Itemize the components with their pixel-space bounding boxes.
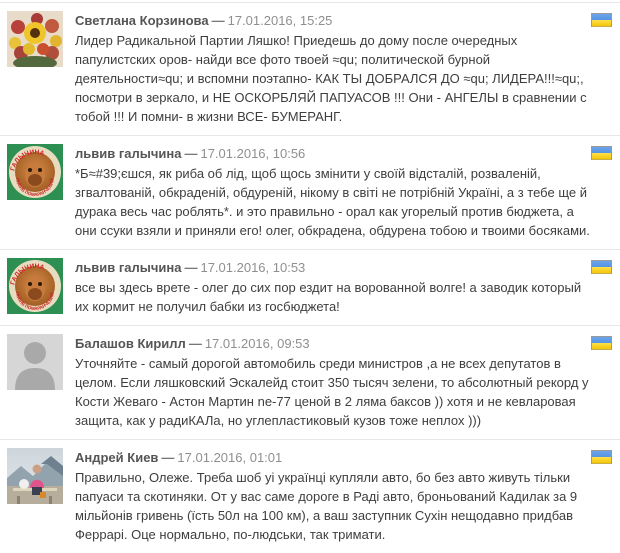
ukraine-flag-icon (591, 146, 612, 160)
avatar-text-top: ГАЛЫЧИНА (9, 262, 46, 286)
ukraine-flag-icon (591, 260, 612, 274)
comment-author[interactable]: Светлана Корзинова (75, 13, 209, 28)
comment-author[interactable]: Балашов Кирилл (75, 336, 186, 351)
comment-date: 17.01.2016, 10:53 (200, 260, 306, 275)
comment-author[interactable]: львив галычина (75, 260, 182, 275)
comment-date: 17.01.2016, 15:25 (227, 13, 333, 28)
comment (0, 439, 620, 553)
avatar-default-silhouette[interactable] (7, 334, 63, 390)
author-date-separator: — (184, 146, 198, 161)
avatar-text-top: ГАЛЫЧИНА (9, 148, 46, 172)
comment-text: *Б≈#39;єшся, як риба об лід, щоб щось змінити у своїй відсталій, розваленій, згвалтованій, обкраденій, обдуреній, нікому в світі не потрібній Україні, а з тебе ще й дурака весь час роблять*. и это правильно - орал как угорелый против бюджета, а они ссуки взяли и приняли его! олег, обкрадена, обдурена тобою и твоими босяками. (75, 166, 590, 238)
comment (0, 2, 620, 135)
avatar-orangutan-logo[interactable] (7, 144, 63, 200)
author-date-separator: — (211, 13, 225, 28)
comment (0, 249, 620, 325)
comment-text: Уточняйте - самый дорогой автомобиль среди министров ,а не всех депутатов в целом. Если ляшковский Эскалейд стоит 350 тысяч зелени, то абсолютный рекорд у Кости Жеваго - Астон Мартин ne-77 ценой в 2 ляма баксов )) хотя и не кевларовая защита, как у радиКАЛа, но углепластиковый кузов тоже неплох ))) (75, 356, 589, 428)
comment (0, 135, 620, 249)
ukraine-flag-icon (591, 13, 612, 27)
comment-text: Лидер Радикальной Партии Ляшко! Приедешь до дому после очередных папулистских оров- найди все фото твоей ≈qu; политической бурной деятельности≈qu; и вспомни поэтапно- КАК ТЫ ДОБРАЛСЯ ДО ≈qu; ЛИДЕРА!!!≈qu;, посмотри в зеркало, и НЕ ОСКОРБЛЯЙ ПАПУАСОВ !!! Они - АНГЕЛЫ в сравнении с тобой !!! И помни- в жизни ВСЕ- БУМЕРАНГ. (75, 33, 587, 124)
ukraine-flag-icon (591, 450, 612, 464)
comment-author[interactable]: львив галычина (75, 146, 182, 161)
comment-date: 17.01.2016, 09:53 (204, 336, 310, 351)
comment-author[interactable]: Андрей Киев (75, 450, 159, 465)
avatar-text-bottom: ЛЬВИВ ПОМАРАНЧЕВИЙ (14, 177, 55, 198)
author-date-separator: — (184, 260, 198, 275)
avatar-man-outdoors-photo[interactable] (7, 448, 63, 504)
comment (0, 325, 620, 439)
comment-date: 17.01.2016, 10:56 (200, 146, 306, 161)
avatar-text-bottom: ЛЬВИВ ПОМАРАНЧЕВИЙ (14, 291, 55, 312)
comment-text: все вы здесь врете - олег до сих пор ездит на ворованной волге! а заводик который их кормит не получил бабки из госбюджета! (75, 280, 582, 314)
avatar-orangutan-logo[interactable] (7, 258, 63, 314)
ukraine-flag-icon (591, 336, 612, 350)
avatar-flowers-photo[interactable] (7, 11, 63, 67)
comment-text: Правильно, Олеже. Треба шоб уі українці купляли авто, бо без авто живуть тільки папуаси та скотиняки. От у вас саме дороге в Раді авто, броньований Кадилак за 9 мільйонів гривень (їсть 50л на 100 км), а ваш заступник Сухін нещодавно придбав Феррарі. Оце нормально, по-людськи, так тримати. (75, 470, 578, 542)
comment-date: 17.01.2016, 01:01 (177, 450, 283, 465)
author-date-separator: — (161, 450, 175, 465)
author-date-separator: — (188, 336, 202, 351)
